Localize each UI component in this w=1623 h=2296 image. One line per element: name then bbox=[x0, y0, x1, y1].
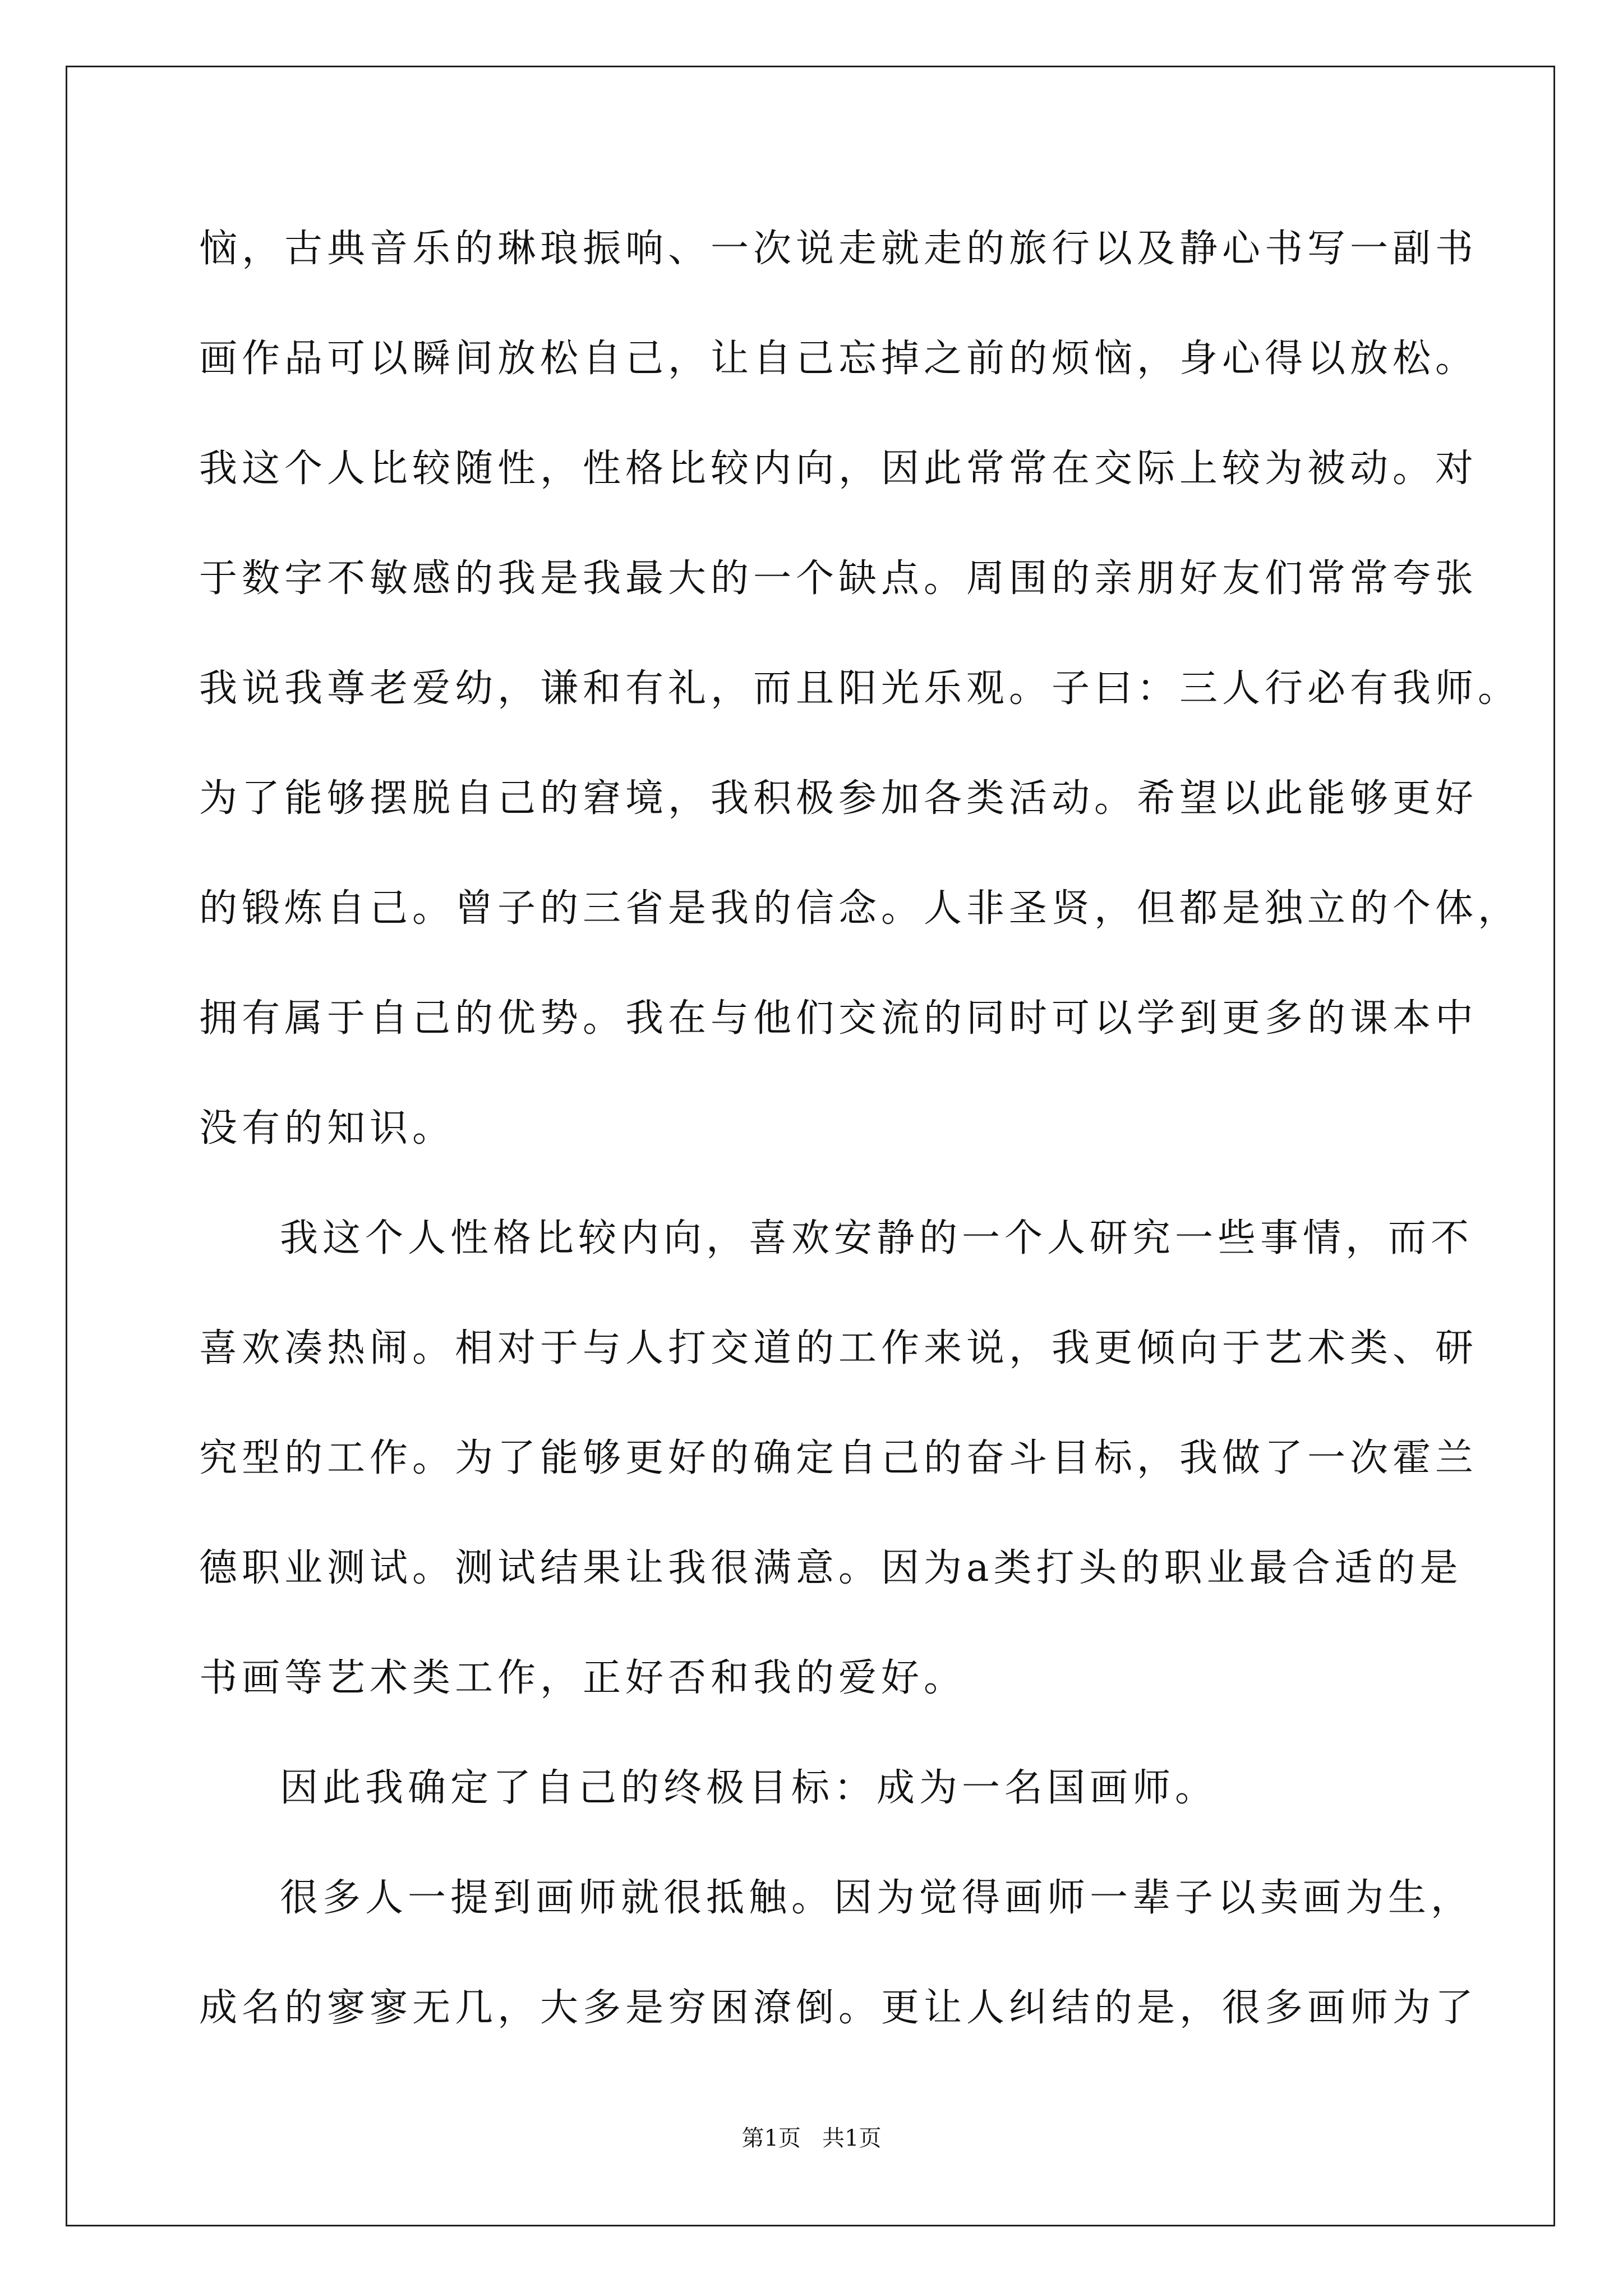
text-line: 画作品可以瞬间放松自己，让自己忘掉之前的烦恼，身心得以放松。 bbox=[199, 337, 1478, 381]
paragraph-start-line: 我这个人性格比较内向，喜欢安静的一个人研究一些事情，而不 bbox=[280, 1216, 1474, 1260]
text-line: 拥有属于自己的优势。我在与他们交流的同时可以学到更多的课本中 bbox=[199, 996, 1478, 1041]
text-line: 成名的寥寥无几，大多是穷困潦倒。更让人纠结的是，很多画师为了 bbox=[199, 1986, 1478, 2030]
text-line: 究型的工作。为了能够更好的确定自己的奋斗目标，我做了一次霍兰 bbox=[199, 1436, 1478, 1480]
text-line: 德职业测试。测试结果让我很满意。因为a类打头的职业最合适的是 bbox=[199, 1546, 1463, 1590]
text-line: 没有的知识。 bbox=[199, 1106, 455, 1151]
text-line: 我这个人比较随性，性格比较内向，因此常常在交际上较为被动。对 bbox=[199, 447, 1478, 491]
text-line: 我说我尊老爱幼，谦和有礼，而且阳光乐观。子曰：三人行必有我师。 bbox=[199, 666, 1521, 711]
text-line: 为了能够摆脱自己的窘境，我积极参加各类活动。希望以此能够更好 bbox=[199, 776, 1478, 821]
page-number-footer: 第1页 共1页 bbox=[741, 2125, 882, 2151]
text-line: 于数字不敏感的我是我最大的一个缺点。周围的亲朋好友们常常夸张 bbox=[199, 556, 1478, 601]
text-line: 恼，古典音乐的琳琅振响、一次说走就走的旅行以及静心书写一副书 bbox=[199, 227, 1478, 271]
text-line: 的锻炼自己。曾子的三省是我的信念。人非圣贤，但都是独立的个体， bbox=[199, 886, 1521, 931]
paragraph-start-line: 很多人一提到画师就很抵触。因为觉得画师一辈子以卖画为生， bbox=[280, 1876, 1474, 1920]
text-line: 喜欢凑热闹。相对于与人打交道的工作来说，我更倾向于艺术类、研 bbox=[199, 1326, 1478, 1370]
document-body bbox=[199, 209, 1521, 2078]
paragraph-start-line: 因此我确定了自己的终极目标：成为一名国画师。 bbox=[280, 1766, 1218, 1810]
text-line: 书画等艺术类工作，正好否和我的爱好。 bbox=[199, 1656, 967, 1700]
